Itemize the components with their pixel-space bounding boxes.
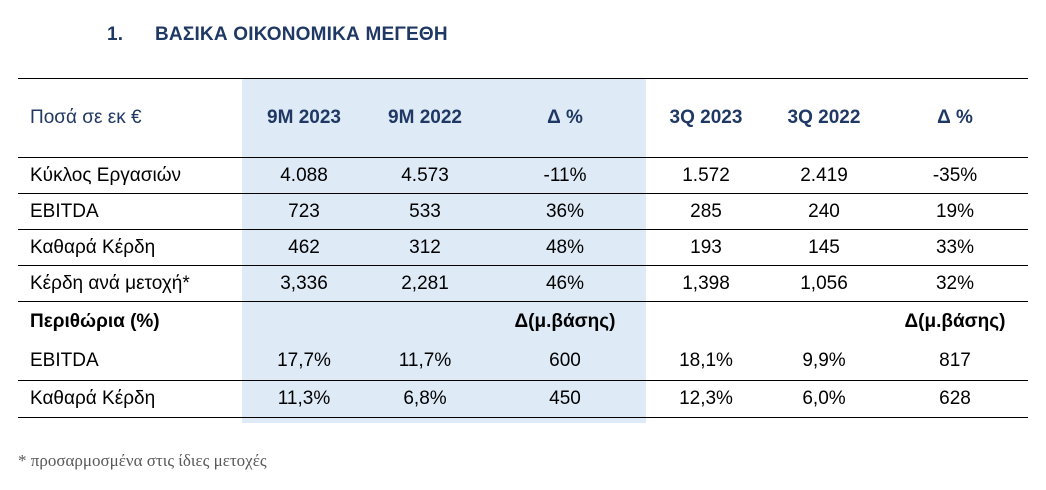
cell-3q-2023: 1,398: [646, 266, 766, 302]
header-delta-3q: Δ %: [882, 79, 1028, 158]
cell-3q-2023: 18,1%: [646, 342, 766, 381]
cell-3q-2023: 1.572: [646, 158, 766, 194]
cell-9m-2023: 11,3%: [242, 381, 366, 418]
header-9m-2023: 9M 2023: [242, 79, 366, 158]
row-label: Κέρδη ανά μετοχή*: [18, 266, 242, 302]
section-title: ΒΑΣΙΚΑ ΟΙΚΟΝΟΜΙΚΑ ΜΕΓΕΘΗ: [155, 24, 448, 45]
section-number: 1.: [107, 24, 124, 45]
cell-delta-3q: 817: [882, 342, 1028, 381]
cell-9m-2023: 3,336: [242, 266, 366, 302]
table-row: [18, 342, 1028, 381]
section-heading: [107, 24, 448, 46]
cell-9m-2022: 6,8%: [366, 381, 484, 418]
cell-3q-2022: 145: [766, 230, 882, 266]
cell-3q-2022: 9,9%: [766, 342, 882, 381]
header-3q-2022: 3Q 2022: [766, 79, 882, 158]
cell-delta-9m: 46%: [484, 266, 646, 302]
cell-9m-2022: 2,281: [366, 266, 484, 302]
cell-9m-2023: 723: [242, 194, 366, 230]
margins-delta-9m: Δ(μ.βάσης): [514, 311, 616, 332]
table-row: [18, 194, 1028, 230]
cell-9m-2022: 533: [366, 194, 484, 230]
cell-delta-3q: 32%: [882, 266, 1028, 302]
cell-9m-2022: 312: [366, 230, 484, 266]
cell-delta-9m: 450: [484, 381, 646, 418]
row-label: Καθαρά Κέρδη: [18, 381, 242, 418]
financial-figures-table: [18, 78, 1028, 418]
row-label: Κύκλος Εργασιών: [18, 158, 242, 194]
cell-3q-2022: 240: [766, 194, 882, 230]
header-delta-9m: Δ %: [484, 79, 646, 158]
table-row: [18, 158, 1028, 194]
header-9m-2022: 9M 2022: [366, 79, 484, 158]
cell-3q-2022: 1,056: [766, 266, 882, 302]
margins-delta-3q: Δ(μ.βάσης): [904, 311, 1006, 332]
cell-delta-9m: -11%: [484, 158, 646, 194]
table-row: [18, 381, 1028, 418]
cell-delta-3q: 19%: [882, 194, 1028, 230]
header-3q-2023: 3Q 2023: [646, 79, 766, 158]
cell-delta-3q: 33%: [882, 230, 1028, 266]
row-label: EBITDA: [18, 194, 242, 230]
row-label: EBITDA: [18, 342, 242, 381]
cell-delta-3q: -35%: [882, 158, 1028, 194]
row-label: Καθαρά Κέρδη: [18, 230, 242, 266]
cell-9m-2022: 4.573: [366, 158, 484, 194]
cell-3q-2022: 6,0%: [766, 381, 882, 418]
cell-delta-9m: 48%: [484, 230, 646, 266]
cell-9m-2023: 4.088: [242, 158, 366, 194]
table-row: [18, 230, 1028, 266]
table-header-row: [18, 79, 1028, 158]
footnote: * προσαρμοσμένα στις ίδιες μετοχές: [18, 451, 267, 470]
header-amounts-label: Ποσά σε εκ €: [18, 79, 242, 158]
margins-label: Περιθώρια (%): [30, 311, 160, 332]
cell-9m-2023: 462: [242, 230, 366, 266]
cell-9m-2022: 11,7%: [366, 342, 484, 381]
margins-header-row: [18, 302, 1028, 343]
cell-3q-2023: 285: [646, 194, 766, 230]
table-row: [18, 266, 1028, 302]
cell-delta-9m: 36%: [484, 194, 646, 230]
cell-delta-3q: 628: [882, 381, 1028, 418]
cell-delta-9m: 600: [484, 342, 646, 381]
cell-3q-2023: 193: [646, 230, 766, 266]
cell-3q-2022: 2.419: [766, 158, 882, 194]
cell-3q-2023: 12,3%: [646, 381, 766, 418]
cell-9m-2023: 17,7%: [242, 342, 366, 381]
